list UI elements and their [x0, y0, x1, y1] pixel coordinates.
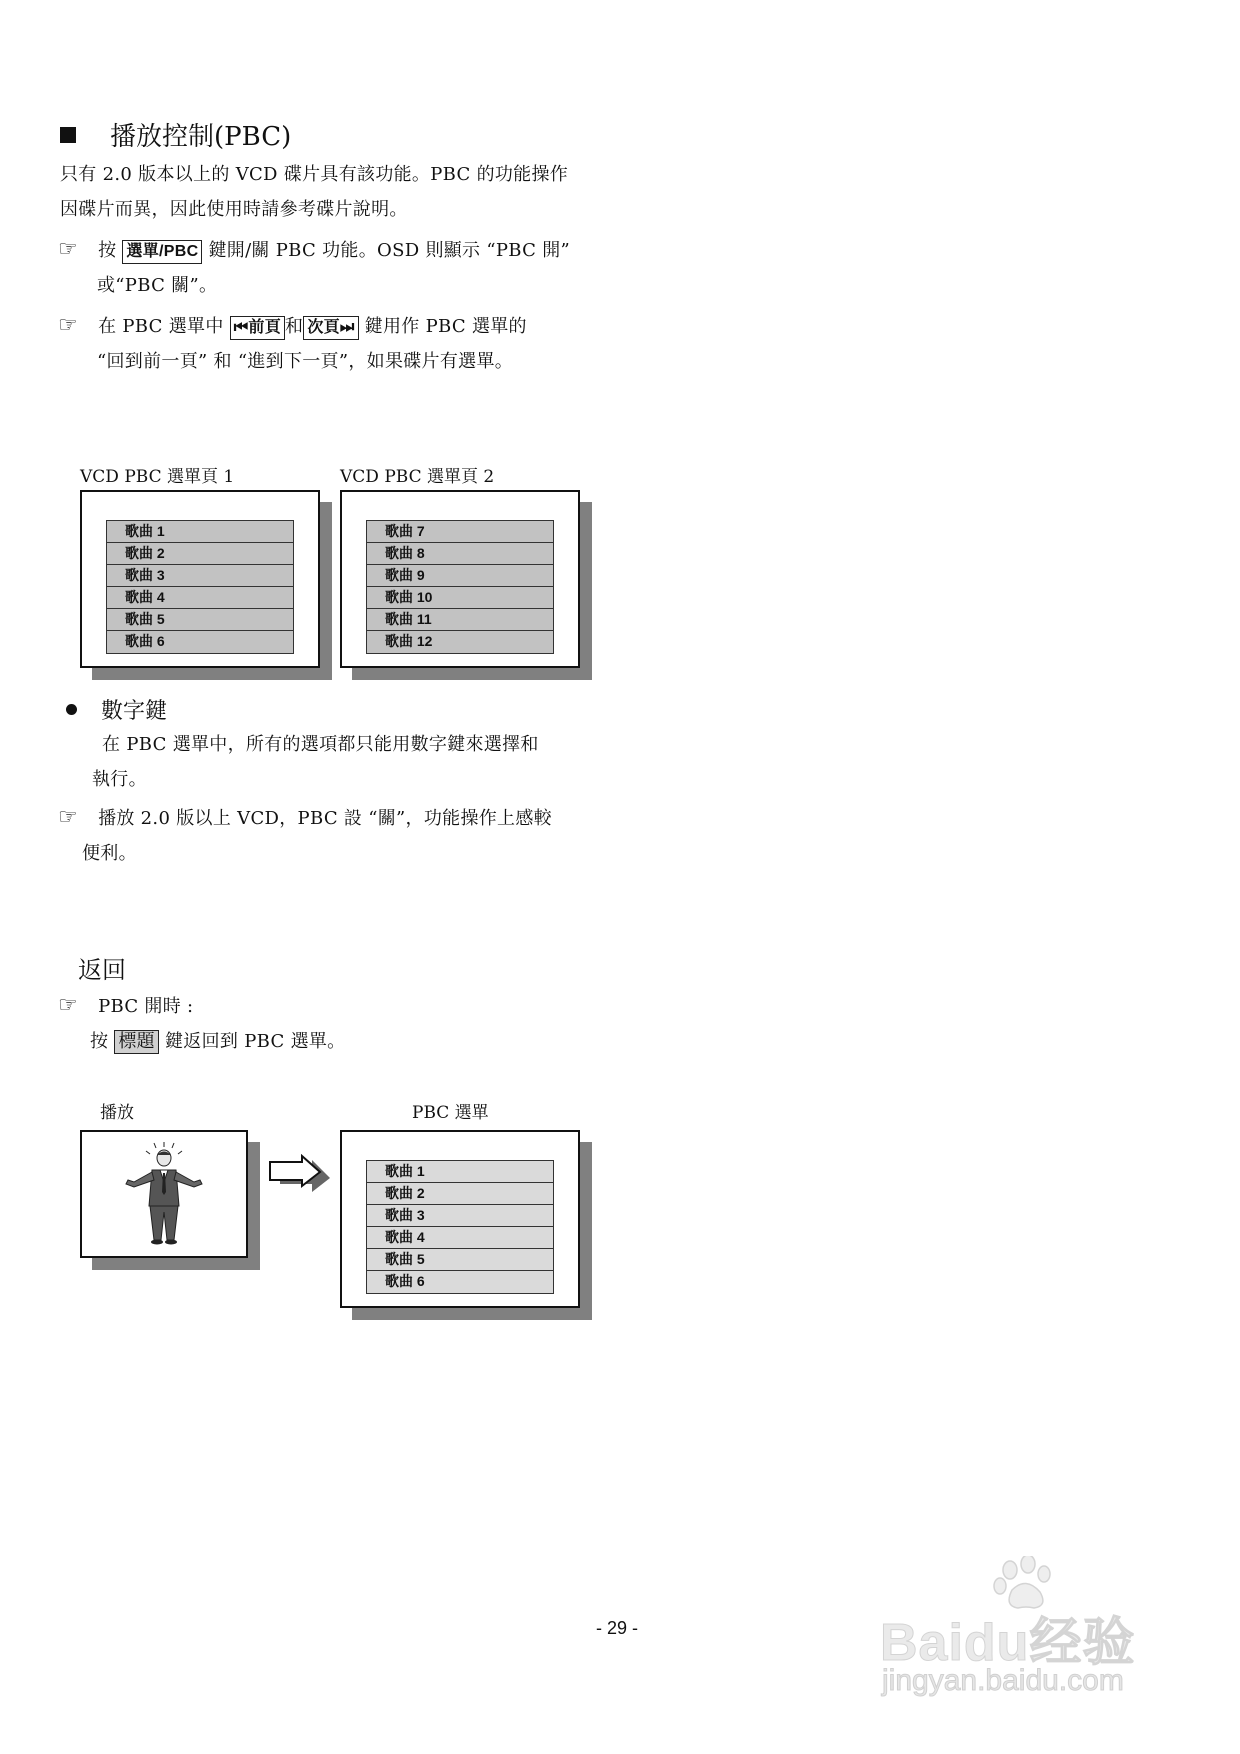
- menu-item: 歌曲 10: [367, 587, 553, 609]
- menu-item: 歌曲 2: [107, 543, 293, 565]
- menu-item: 歌曲 4: [367, 1227, 553, 1249]
- menu-page-2-panel: [340, 490, 580, 668]
- page-number: - 29 -: [596, 1618, 639, 1638]
- person-figure-icon: [114, 1142, 214, 1246]
- pointing-hand-icon: ☞: [58, 313, 79, 338]
- menu-item: 歌曲 9: [367, 565, 553, 587]
- menu-item: 歌曲 1: [367, 1161, 553, 1183]
- title-key: 標題: [114, 1030, 159, 1054]
- pbc-menu-list: [366, 1160, 554, 1294]
- menu-item: 歌曲 3: [367, 1205, 553, 1227]
- tip-pbc-off-line2: 便利。: [82, 843, 137, 864]
- bullet-icon: [66, 704, 77, 715]
- return-title: 返回: [78, 956, 126, 984]
- next-page-key: 次頁⏭: [303, 316, 358, 340]
- play-panel: [80, 1130, 248, 1258]
- menu-item: 歌曲 6: [367, 1271, 553, 1293]
- play-caption: 播放: [100, 1103, 134, 1123]
- tip-pbc-off: ☞ 播放 2.0 版以上 VCD，PBC 設 “關”，功能操作上感較: [58, 805, 552, 830]
- menu-item: 歌曲 8: [367, 543, 553, 565]
- tip-menu-key-line2: 或“PBC 關”。: [97, 275, 218, 296]
- tip-prev-next: ☞ 在 PBC 選單中 ⏮前頁 和 次頁⏭ 鍵用作 PBC 選單的: [58, 313, 527, 338]
- tip-pbc-on: ☞ PBC 開時 :: [58, 993, 194, 1018]
- menu-page-2-list: [366, 520, 554, 654]
- prev-page-key: ⏮前頁: [230, 316, 285, 340]
- menu-page-2-caption: VCD PBC 選單頁 2: [340, 467, 495, 487]
- tip-menu-key: ☞ 按 選單/PBC 鍵開/關 PBC 功能。OSD 則顯示 “PBC 開”: [58, 237, 571, 262]
- intro-line-1: 只有 2.0 版本以上的 VCD 碟片具有該功能。PBC 的功能操作: [60, 164, 569, 185]
- menu-item: 歌曲 6: [107, 631, 293, 653]
- intro-line-2: 因碟片而異，因此使用時請參考碟片說明。: [60, 199, 408, 220]
- pbc-menu-panel: [340, 1130, 580, 1308]
- menu-page-1-panel: [80, 490, 320, 668]
- menu-page-1-list: [106, 520, 294, 654]
- number-keys-title: 數字鍵: [66, 694, 167, 725]
- section-title-pbc: 播放控制(PBC): [60, 116, 291, 153]
- menu-item: 歌曲 1: [107, 521, 293, 543]
- menu-pbc-key: 選單/PBC: [122, 240, 202, 264]
- menu-item: 歌曲 5: [107, 609, 293, 631]
- pointing-hand-icon: ☞: [58, 805, 79, 830]
- menu-page-1-caption: VCD PBC 選單頁 1: [80, 467, 235, 487]
- tip-prev-next-line2: “回到前一頁” 和 “進到下一頁”，如果碟片有選單。: [97, 351, 514, 372]
- menu-item: 歌曲 2: [367, 1183, 553, 1205]
- return-instruction: 按 標題 鍵返回到 PBC 選單。: [90, 1031, 346, 1052]
- right-arrow-icon: [266, 1154, 336, 1194]
- pointing-hand-icon: ☞: [58, 237, 79, 262]
- menu-item: 歌曲 11: [367, 609, 553, 631]
- black-square-icon: [60, 127, 76, 143]
- number-keys-line-1: 在 PBC 選單中，所有的選項都只能用數字鍵來選擇和: [102, 734, 539, 755]
- pbc-menu-caption: PBC 選單: [412, 1103, 489, 1123]
- menu-item: 歌曲 4: [107, 587, 293, 609]
- menu-item: 歌曲 5: [367, 1249, 553, 1271]
- pointing-hand-icon: ☞: [58, 993, 79, 1018]
- menu-item: 歌曲 7: [367, 521, 553, 543]
- menu-item: 歌曲 3: [107, 565, 293, 587]
- number-keys-line-2: 執行。: [92, 769, 147, 790]
- menu-item: 歌曲 12: [367, 631, 553, 653]
